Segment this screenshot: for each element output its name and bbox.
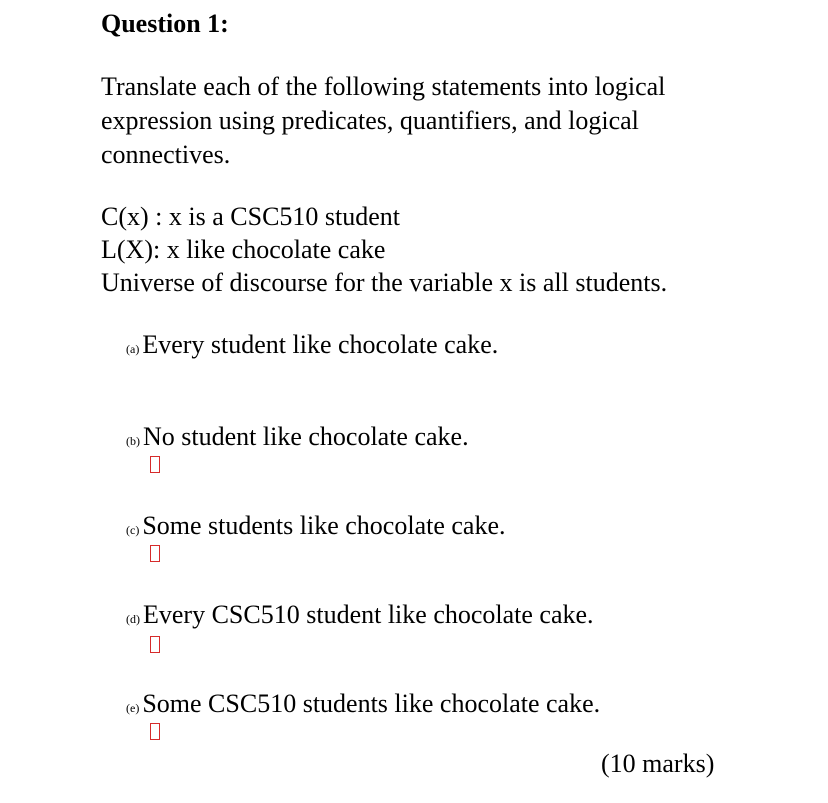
statement-item-c	[126, 510, 506, 542]
item-statement: Every student like chocolate cake.	[142, 330, 499, 359]
question-heading: Question 1:	[101, 9, 229, 38]
instruction-line: connectives.	[101, 140, 231, 169]
predicate-definitions	[101, 200, 667, 299]
answer-placeholder-box-c	[150, 545, 160, 562]
item-marker: (d)	[126, 612, 140, 626]
universe-of-discourse: Universe of discourse for the variable x is all students.	[101, 268, 668, 297]
question-instructions	[101, 70, 741, 172]
predicate-c-definition: C(x) : x is a CSC510 student	[101, 202, 401, 231]
answer-placeholder-box-b	[150, 456, 160, 473]
item-statement: No student like chocolate cake.	[143, 422, 469, 451]
answer-placeholder-box-e	[150, 723, 160, 740]
item-marker: (a)	[126, 342, 140, 356]
statement-item-b	[126, 421, 469, 453]
instruction-line: expression using predicates, quantifiers, and logical	[101, 106, 639, 135]
statement-item-e	[126, 688, 600, 720]
statement-item-d	[126, 599, 594, 631]
marks-label: (10 marks)	[601, 749, 715, 778]
instruction-line: Translate each of the following statements into logical	[101, 72, 666, 101]
item-marker: (b)	[126, 434, 140, 448]
item-marker: (e)	[126, 701, 140, 715]
answer-placeholder-box-d	[150, 636, 160, 653]
predicate-l-definition: L(X): x like chocolate cake	[101, 235, 386, 264]
statement-item-a	[126, 329, 498, 361]
item-statement: Some CSC510 students like chocolate cake.	[142, 689, 601, 718]
item-marker: (c)	[126, 523, 140, 537]
item-statement: Every CSC510 student like chocolate cake.	[143, 600, 594, 629]
item-statement: Some students like chocolate cake.	[142, 511, 506, 540]
